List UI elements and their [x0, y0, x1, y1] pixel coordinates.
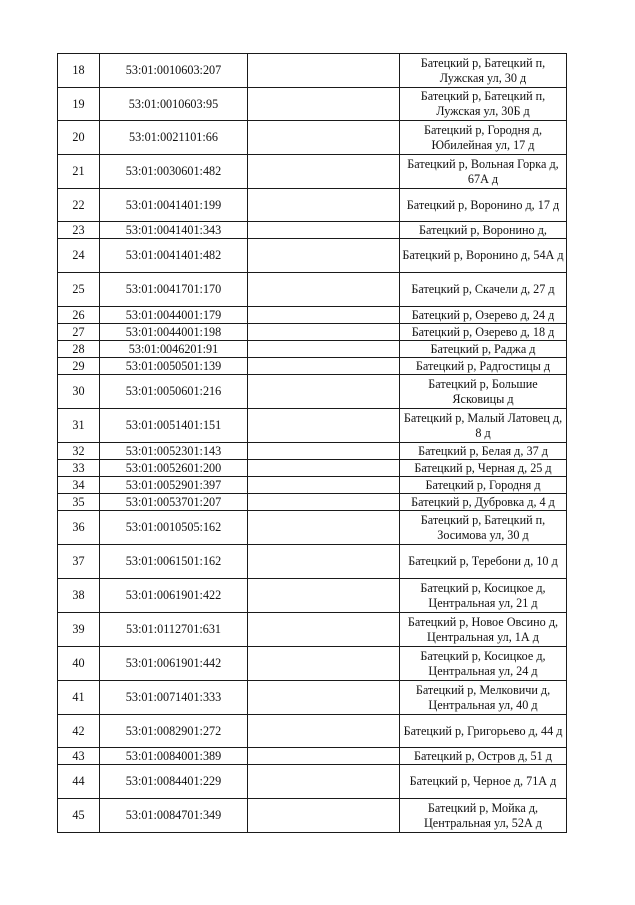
cadastral-number-cell: 53:01:0044001:198 — [100, 324, 248, 341]
cadastral-number-cell: 53:01:0053701:207 — [100, 494, 248, 511]
row-number-cell: 33 — [58, 460, 100, 477]
row-number-cell: 40 — [58, 647, 100, 681]
address-cell: Батецкий р, Дубровка д, 4 д — [400, 494, 567, 511]
address-cell: Батецкий р, Черная д, 25 д — [400, 460, 567, 477]
cadastral-number-cell: 53:01:0071401:333 — [100, 681, 248, 715]
row-number-cell: 25 — [58, 273, 100, 307]
row-number-cell: 34 — [58, 477, 100, 494]
row-number-cell: 26 — [58, 307, 100, 324]
cadastral-number-cell: 53:01:0050501:139 — [100, 358, 248, 375]
empty-cell — [248, 579, 400, 613]
row-number-cell: 39 — [58, 613, 100, 647]
cadastral-number-cell: 53:01:0010603:95 — [100, 88, 248, 121]
empty-cell — [248, 341, 400, 358]
row-number-cell: 37 — [58, 545, 100, 579]
address-cell: Батецкий р, Батецкий п, Зосимова ул, 30 д — [400, 511, 567, 545]
table-row — [58, 409, 567, 443]
row-number-cell: 28 — [58, 341, 100, 358]
empty-cell — [248, 324, 400, 341]
address-cell: Батецкий р, Григорьево д, 44 д — [400, 715, 567, 748]
cadastral-number-cell: 53:01:0010505:162 — [100, 511, 248, 545]
cadastral-number-cell: 53:01:0046201:91 — [100, 341, 248, 358]
cadastral-number-cell: 53:01:0082901:272 — [100, 715, 248, 748]
table-row — [58, 307, 567, 324]
empty-cell — [248, 375, 400, 409]
row-number-cell: 29 — [58, 358, 100, 375]
address-cell: Батецкий р, Озерево д, 18 д — [400, 324, 567, 341]
table-row — [58, 477, 567, 494]
row-number-cell: 24 — [58, 239, 100, 273]
table-row — [58, 375, 567, 409]
empty-cell — [248, 358, 400, 375]
table-row — [58, 748, 567, 765]
row-number-cell: 35 — [58, 494, 100, 511]
empty-cell — [248, 647, 400, 681]
row-number-cell: 43 — [58, 748, 100, 765]
address-cell: Батецкий р, Вольная Горка д, 67А д — [400, 155, 567, 189]
cadastral-number-cell: 53:01:0050601:216 — [100, 375, 248, 409]
address-cell: Батецкий р, Остров д, 51 д — [400, 748, 567, 765]
address-cell: Батецкий р, Мелковичи д, Центральная ул, 40 д — [400, 681, 567, 715]
cadastral-number-cell: 53:01:0084001:389 — [100, 748, 248, 765]
cadastral-number-cell: 53:01:0061901:442 — [100, 647, 248, 681]
empty-cell — [248, 307, 400, 324]
row-number-cell: 45 — [58, 799, 100, 833]
table-row — [58, 189, 567, 222]
row-number-cell: 20 — [58, 121, 100, 155]
address-cell: Батецкий р, Теребони д, 10 д — [400, 545, 567, 579]
empty-cell — [248, 460, 400, 477]
empty-cell — [248, 681, 400, 715]
cadastral-number-cell: 53:01:0010603:207 — [100, 54, 248, 88]
cadastral-number-cell: 53:01:0044001:179 — [100, 307, 248, 324]
table-row — [58, 799, 567, 833]
address-cell: Батецкий р, Воронино д, — [400, 222, 567, 239]
address-cell: Батецкий р, Новое Овсино д, Центральная ул, 1А д — [400, 613, 567, 647]
table-row — [58, 239, 567, 273]
address-cell: Батецкий р, Косицкое д, Центральная ул, 21 д — [400, 579, 567, 613]
address-cell: Батецкий р, Белая д, 37 д — [400, 443, 567, 460]
cadastral-number-cell: 53:01:0112701:631 — [100, 613, 248, 647]
empty-cell — [248, 477, 400, 494]
table-row — [58, 715, 567, 748]
cadastral-number-cell: 53:01:0061501:162 — [100, 545, 248, 579]
table-row — [58, 155, 567, 189]
cadastral-number-cell: 53:01:0084401:229 — [100, 765, 248, 799]
row-number-cell: 18 — [58, 54, 100, 88]
cadastral-number-cell: 53:01:0052901:397 — [100, 477, 248, 494]
table-row — [58, 647, 567, 681]
empty-cell — [248, 155, 400, 189]
table-row — [58, 54, 567, 88]
empty-cell — [248, 799, 400, 833]
cadastral-number-cell: 53:01:0041701:170 — [100, 273, 248, 307]
table-row — [58, 494, 567, 511]
empty-cell — [248, 88, 400, 121]
row-number-cell: 22 — [58, 189, 100, 222]
address-cell: Батецкий р, Черное д, 71А д — [400, 765, 567, 799]
empty-cell — [248, 222, 400, 239]
cadastral-number-cell: 53:01:0041401:482 — [100, 239, 248, 273]
row-number-cell: 32 — [58, 443, 100, 460]
empty-cell — [248, 443, 400, 460]
table-row — [58, 341, 567, 358]
address-cell: Батецкий р, Раджа д — [400, 341, 567, 358]
table-row — [58, 579, 567, 613]
empty-cell — [248, 613, 400, 647]
address-cell: Батецкий р, Косицкое д, Центральная ул, 24 д — [400, 647, 567, 681]
empty-cell — [248, 511, 400, 545]
table-row — [58, 358, 567, 375]
table-row — [58, 222, 567, 239]
address-cell: Батецкий р, Воронино д, 17 д — [400, 189, 567, 222]
row-number-cell: 38 — [58, 579, 100, 613]
table-row — [58, 681, 567, 715]
table-row — [58, 443, 567, 460]
table-body — [58, 54, 567, 833]
address-cell: Батецкий р, Батецкий п, Лужская ул, 30 д — [400, 54, 567, 88]
address-cell: Батецкий р, Малый Латовец д, 8 д — [400, 409, 567, 443]
empty-cell — [248, 715, 400, 748]
table-row — [58, 88, 567, 121]
cadastral-number-cell: 53:01:0052301:143 — [100, 443, 248, 460]
empty-cell — [248, 748, 400, 765]
empty-cell — [248, 54, 400, 88]
row-number-cell: 36 — [58, 511, 100, 545]
row-number-cell: 23 — [58, 222, 100, 239]
address-cell: Батецкий р, Воронино д, 54А д — [400, 239, 567, 273]
cadastral-number-cell: 53:01:0041401:199 — [100, 189, 248, 222]
cadastral-number-cell: 53:01:0021101:66 — [100, 121, 248, 155]
empty-cell — [248, 273, 400, 307]
cadastral-number-cell: 53:01:0051401:151 — [100, 409, 248, 443]
address-cell: Батецкий р, Озерево д, 24 д — [400, 307, 567, 324]
table-row — [58, 765, 567, 799]
table-row — [58, 324, 567, 341]
cadastral-number-cell: 53:01:0052601:200 — [100, 460, 248, 477]
cadastral-number-cell: 53:01:0041401:343 — [100, 222, 248, 239]
address-cell: Батецкий р, Батецкий п, Лужская ул, 30Б д — [400, 88, 567, 121]
row-number-cell: 19 — [58, 88, 100, 121]
table-row — [58, 121, 567, 155]
table-row — [58, 545, 567, 579]
address-cell: Батецкий р, Скачели д, 27 д — [400, 273, 567, 307]
row-number-cell: 44 — [58, 765, 100, 799]
empty-cell — [248, 409, 400, 443]
empty-cell — [248, 765, 400, 799]
address-cell: Батецкий р, Городня д — [400, 477, 567, 494]
row-number-cell: 42 — [58, 715, 100, 748]
address-cell: Батецкий р, Мойка д, Центральная ул, 52А д — [400, 799, 567, 833]
table-row — [58, 460, 567, 477]
table-row — [58, 613, 567, 647]
row-number-cell: 31 — [58, 409, 100, 443]
row-number-cell: 30 — [58, 375, 100, 409]
cadastral-number-cell: 53:01:0084701:349 — [100, 799, 248, 833]
document-table — [57, 53, 567, 833]
address-cell: Батецкий р, Большие Ясковицы д — [400, 375, 567, 409]
address-cell: Батецкий р, Городня д, Юбилейная ул, 17 д — [400, 121, 567, 155]
empty-cell — [248, 494, 400, 511]
empty-cell — [248, 189, 400, 222]
address-cell: Батецкий р, Радгостицы д — [400, 358, 567, 375]
empty-cell — [248, 239, 400, 273]
row-number-cell: 27 — [58, 324, 100, 341]
table-row — [58, 511, 567, 545]
cadastral-number-cell: 53:01:0030601:482 — [100, 155, 248, 189]
row-number-cell: 41 — [58, 681, 100, 715]
table-row — [58, 273, 567, 307]
empty-cell — [248, 121, 400, 155]
empty-cell — [248, 545, 400, 579]
cadastral-number-cell: 53:01:0061901:422 — [100, 579, 248, 613]
row-number-cell: 21 — [58, 155, 100, 189]
